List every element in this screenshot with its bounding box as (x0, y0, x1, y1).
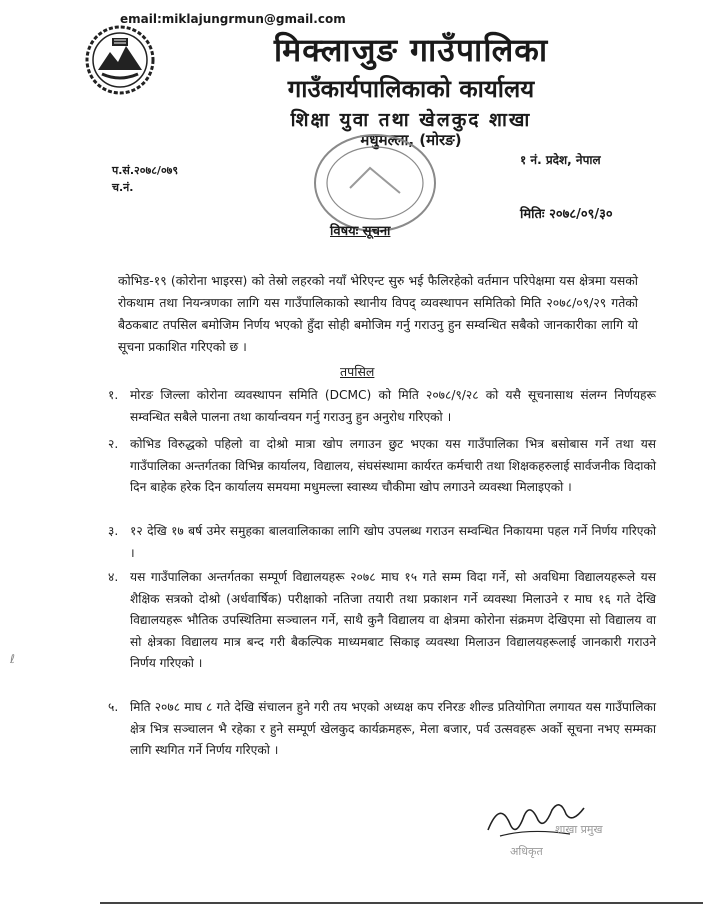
office-location: मधुमल्ला, (मोरङ) (360, 131, 462, 149)
letter-subject: विषयः सूचना (330, 224, 391, 239)
nepal-emblem-logo (84, 24, 156, 96)
office-name: गाउँकार्यपालिकाको कार्यालय (287, 75, 535, 103)
signature-stamp-role: अधिकृत (510, 845, 543, 858)
item-number: १. (108, 388, 119, 402)
item-text: १२ देखि १७ बर्ष उमेर समुहका बालवालिकाका लागि खोप उपलब्ध गराउन सम्वन्धित निकायमा पहल गर्ने निर्णय गरिएको । (130, 524, 656, 560)
signature-stamp-title: शाखा प्रमुख (555, 823, 603, 836)
item-text: मिति २०७८ माघ ८ गते देखि संचालन हुने गरी तय भएको अध्यक्ष कप रनिरङ शील्ड प्रतियोगिता लगायत यस गाउँपालिका क्षेत्र भित्र सञ्चालन भै रहेका र हुने सम्पूर्ण खेलकुद कार्यक्रमहरू, मेला बजार, पर्व उत्सवहरू अर्को सूचना नभए सम्मका लागि स्थगित गर्ने निर्णय गरिएको । (130, 700, 656, 758)
item-number: ४. (108, 570, 119, 584)
reference-number: प.सं.२०७८/०७९ (112, 164, 179, 177)
bottom-divider (100, 902, 703, 904)
municipality-name: मिक्लाजुङ गाउँपालिका (273, 31, 549, 69)
email-address: email:miklajungrmun@gmail.com (120, 12, 346, 26)
handwritten-signature (480, 790, 600, 850)
province-label: १ नं. प्रदेश, नेपाल (520, 153, 601, 167)
item-text: कोभिड विरुद्धको पहिलो वा दोश्रो मात्रा खोप लगाउन छुट भएका यस गाउँपालिका भित्र बसोबास गर्ने तथा यस गाउँपालिका अन्तर्गतका विभिन्न कार्यालय, विद्यालय, संघसंस्थामा कार्यरत कर्मचारी तथा शिक्षकहरुलाई सार्वजनीक विदाको दिन बाहेक हरेक दिन कार्यालय समयमा मधुमल्ला स्वास्थ्य चौकीमा खोप लगाउने व्यवस्था मिलाइएको । (130, 437, 656, 495)
letter-date: मितिः २०७८/०९/३० (520, 207, 613, 222)
item-number: ३. (108, 524, 119, 538)
item-text: मोरङ जिल्ला कोरोना व्यवस्थापन समिति (DCMC) को मिति २०७८/९/२८ को यसै सूचनासाथ संलग्न निर्णयहरू सम्वन्धित सबैले पालना तथा कार्यान्वयन गर्नु गराउनु हुन अनुरोध गरिएको । (130, 388, 656, 424)
intro-paragraph: कोभिड-१९ (कोरोना भाइरस) को तेस्रो लहरको नयाँ भेरिएन्ट सुरु भई फैलिरहेको वर्तमान परिपेक्षमा यस क्षेत्रमा यसको रोकथाम तथा नियन्त्रणका लागि यस गाउँपालिकाको स्थानीय विपद् व्यवस्थापन समितिको मिति २०७८/०९/२९ गतेको बैठकबाट तपसिल बमोजिम निर्णय भएको हुँदा सोही बमोजिम गर्नु गराउनु हुन सम्वन्धित सबैको जानकारीका लागि यो सूचना प्रकाशित गरिएको छ । (118, 273, 638, 354)
item-text: यस गाउँपालिका अन्तर्गतका सम्पूर्ण विद्यालयहरू २०७८ माघ १५ गते सम्म विदा गर्ने, सो अवधिमा विद्यालयहरूले यस शैक्षिक सत्रको दोश्रो (अर्धवार्षिक) परीक्षाको नतिजा तयारी तथा प्रकाशन गर्ने व्यवस्था मिलाउने र माघ १६ गते देखि विद्यालयहरू भौतिक उपस्थितिमा सञ्चालन गर्ने, साथै कुनै विद्यालय वा क्षेत्रमा कोरोना संक्रमण देखिएमा सो विद्यालय वा सो क्षेत्रका विद्यालय मात्र बन्द गरी बैकल्पिक माध्यमबाट सिकाइ व्यवस्था मिलाउन विद्यालयहरूलाई जानकारी गराउने निर्णय गरिएको । (130, 570, 656, 671)
item-number: २. (108, 437, 119, 451)
section-name: शिक्षा युवा तथा खेलकुद शाखा (290, 109, 532, 131)
dispatch-number: च.नं. (112, 181, 134, 194)
margin-mark: ℓ (10, 652, 15, 666)
details-heading: तपसिल (340, 364, 375, 379)
item-number: ५. (108, 700, 119, 714)
